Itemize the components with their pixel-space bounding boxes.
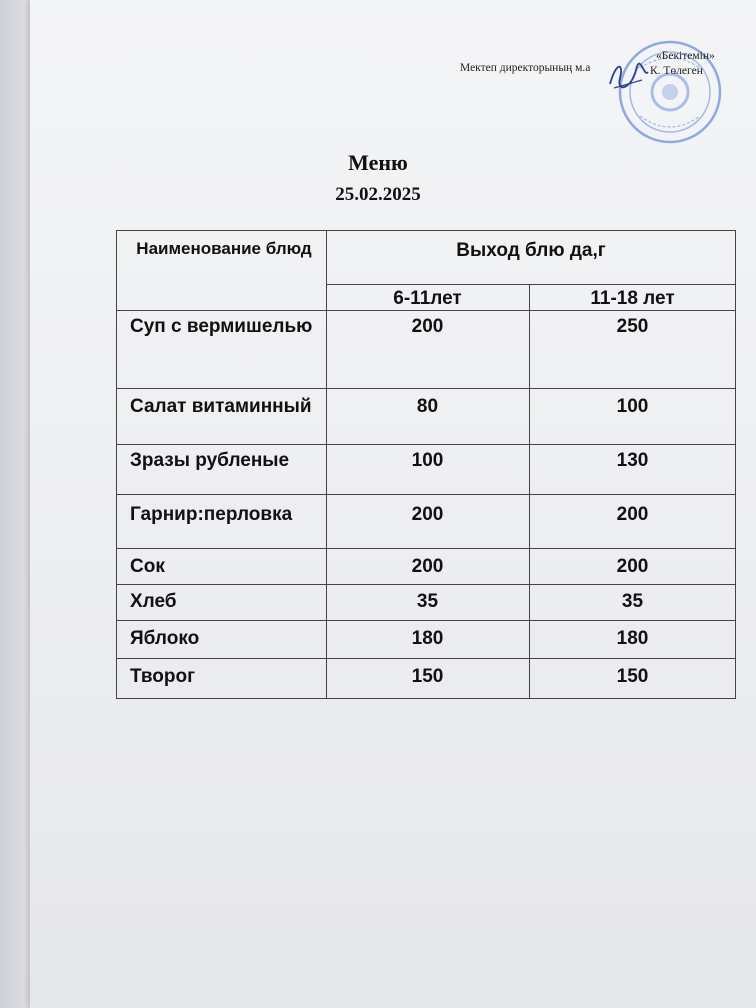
portion-6-11: 200 <box>411 504 444 525</box>
row-line <box>116 444 736 445</box>
dish-name: Хлеб <box>130 591 177 612</box>
signature-icon <box>606 58 650 94</box>
dish-name: Творог <box>130 666 196 687</box>
header-dish-name: Наименование блюд <box>136 239 312 258</box>
portion-6-11: 150 <box>411 666 444 687</box>
portion-6-11: 200 <box>411 556 444 577</box>
header-output: Выход блю да,г <box>456 240 606 261</box>
header-age-11-18: 11-18 лет <box>590 288 675 309</box>
table-border-left <box>116 230 117 699</box>
director-role-text: Мектеп директорының м.а <box>460 62 591 74</box>
dish-name: Сок <box>130 556 165 577</box>
portion-6-11: 100 <box>411 450 444 471</box>
table-border-top <box>116 230 736 231</box>
portion-6-11: 180 <box>411 628 444 649</box>
row-line <box>116 388 736 389</box>
row-line <box>116 620 736 621</box>
portion-11-18: 200 <box>616 504 649 525</box>
portion-11-18: 200 <box>616 556 649 577</box>
portion-6-11: 35 <box>416 591 439 612</box>
portion-11-18: 150 <box>616 666 649 687</box>
row-line <box>116 584 736 585</box>
menu-table <box>116 230 736 700</box>
portion-11-18: 35 <box>621 591 644 612</box>
dish-name: Яблоко <box>130 628 200 649</box>
menu-date: 25.02.2025 <box>335 184 421 205</box>
portion-6-11: 200 <box>411 316 444 337</box>
row-line <box>116 548 736 549</box>
table-header-sub-line <box>326 284 736 285</box>
page-title: Меню <box>348 150 408 175</box>
portion-11-18: 100 <box>616 396 649 417</box>
table-header-line <box>116 310 736 311</box>
portion-11-18: 130 <box>616 450 649 471</box>
dish-name: Гарнир:перловка <box>130 504 293 525</box>
dish-name: Зразы рубленые <box>130 450 290 471</box>
portion-11-18: 180 <box>616 628 649 649</box>
dish-name: Салат витаминный <box>130 396 312 417</box>
portion-11-18: 250 <box>616 316 649 337</box>
approval-word: «Бекітемін» <box>656 50 715 62</box>
row-line <box>116 494 736 495</box>
header-age-6-11: 6-11лет <box>393 288 462 309</box>
dish-name: Суп с вермишелью <box>130 316 313 337</box>
table-border-bottom <box>116 698 736 699</box>
portion-6-11: 80 <box>416 396 439 417</box>
row-line <box>116 658 736 659</box>
approver-name: К. Төлеген <box>650 65 703 77</box>
